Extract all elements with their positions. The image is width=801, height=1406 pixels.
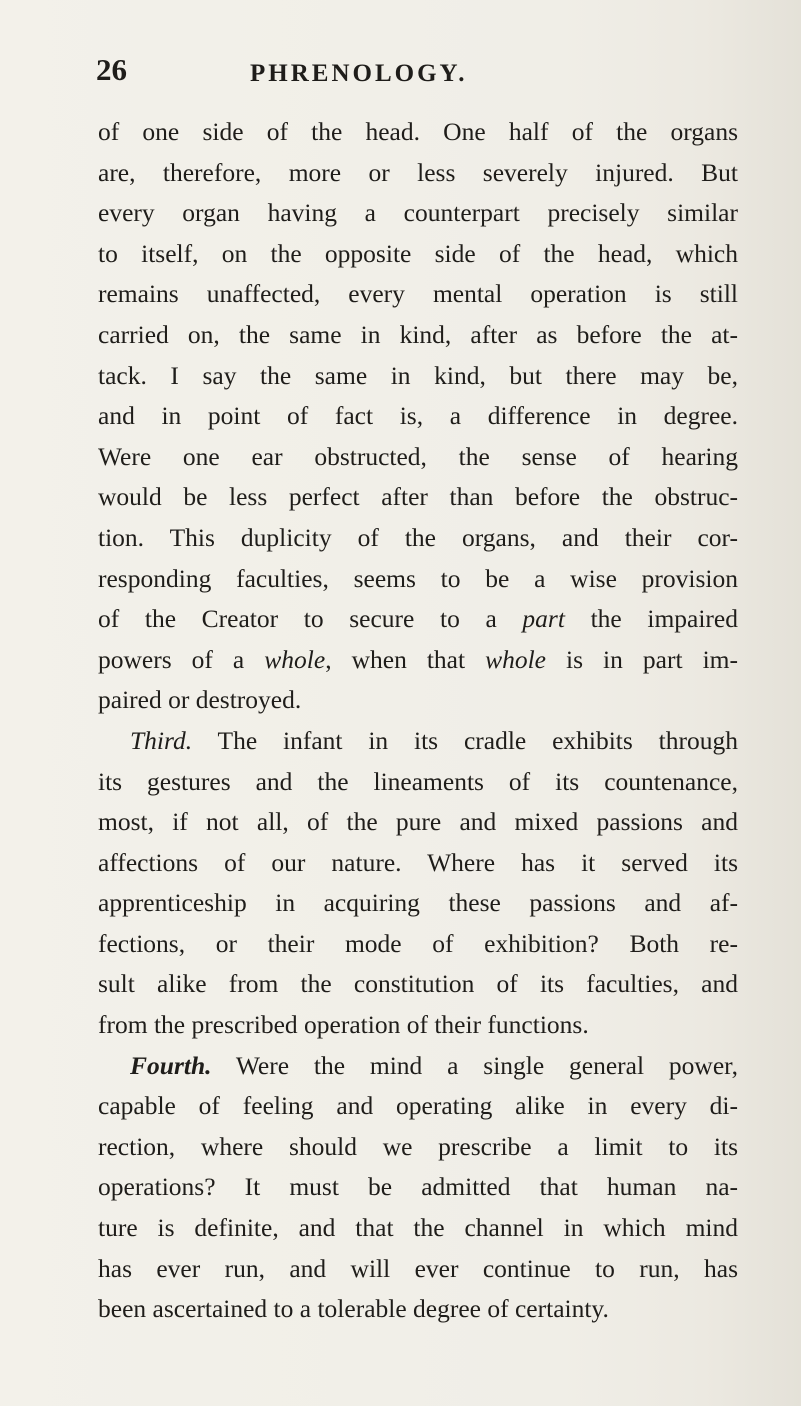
text-line <box>98 1005 738 1046</box>
text-line <box>98 274 738 315</box>
text-line <box>98 396 738 437</box>
text-span: to itself, on the opposite side of the head, which <box>98 238 738 268</box>
text-line <box>98 437 738 478</box>
text-span: its gestures and the lineaments of its countenance, <box>98 766 738 796</box>
text-span: The infant in its cradle exhibits through <box>192 725 738 755</box>
text-span: are, therefore, more or less severely injured. But <box>98 157 738 187</box>
text-span: from the prescribed operation of their functions. <box>98 1010 589 1040</box>
text-span: tack. I say the same in kind, but there may be, <box>98 360 738 390</box>
text-span: Were the mind a single general power, <box>211 1050 738 1080</box>
section-lead: Third. <box>130 725 193 755</box>
text-span: paired or destroyed. <box>98 685 302 715</box>
text-line <box>98 680 738 721</box>
text-line <box>98 721 738 762</box>
text-span: of one side of the head. One half of the organs <box>98 117 738 146</box>
text-span: the impaired <box>564 604 738 634</box>
text-span: powers of a <box>98 644 265 674</box>
text-line <box>98 1127 738 1168</box>
text-line <box>98 883 738 924</box>
text-span: responding faculties, seems to be a wise provision <box>98 563 738 593</box>
text-span: would be less perfect after than before the obstruc- <box>98 482 738 512</box>
text-line <box>98 477 738 518</box>
text-span: ture is definite, and that the channel in which mind <box>98 1213 738 1243</box>
running-title: PHRENOLOGY. <box>250 60 468 87</box>
text-line <box>98 802 738 843</box>
text-span: Were one ear obstructed, the sense of hearing <box>98 441 738 471</box>
text-line <box>98 193 738 234</box>
text-span: , when that <box>325 644 486 674</box>
text-line <box>98 1086 738 1127</box>
text-line <box>98 518 738 559</box>
page-number: 26 <box>96 52 127 87</box>
text-line <box>98 762 738 803</box>
text-line <box>98 112 738 153</box>
text-span: is in part im- <box>546 644 738 674</box>
text-span: and in point of fact is, a difference in degree. <box>98 401 738 431</box>
text-line <box>98 234 738 275</box>
text-line <box>98 356 738 397</box>
section-lead: Fourth. <box>130 1050 212 1080</box>
text-span: affections of our nature. Where has it served its <box>98 847 738 877</box>
body-text <box>98 112 738 1330</box>
text-line <box>98 924 738 965</box>
text-line <box>98 153 738 194</box>
text-span: rection, where should we prescribe a limit to its <box>98 1131 738 1161</box>
italic-span: whole <box>264 644 326 674</box>
text-span: of the Creator to secure to a <box>98 604 523 634</box>
text-line <box>98 843 738 884</box>
text-span: has ever run, and will ever continue to run, has <box>98 1253 738 1283</box>
italic-span: whole <box>485 644 547 674</box>
text-line <box>98 1289 738 1330</box>
text-line <box>98 640 738 681</box>
text-span: carried on, the same in kind, after as before the at- <box>98 319 738 349</box>
text-span: every organ having a counterpart precisely similar <box>98 198 738 228</box>
text-line <box>98 1046 738 1087</box>
text-line <box>98 559 738 600</box>
text-span: operations? It must be admitted that human na- <box>98 1172 738 1202</box>
text-span: apprenticeship in acquiring these passions and af- <box>98 888 738 918</box>
text-line <box>98 1208 738 1249</box>
text-line <box>98 1167 738 1208</box>
text-line <box>98 964 738 1005</box>
text-span: been ascertained to a tolerable degree of certainty. <box>98 1294 609 1324</box>
text-span: fections, or their mode of exhibition? Both re- <box>98 928 738 958</box>
text-span: capable of feeling and operating alike in every di- <box>98 1091 738 1121</box>
text-line <box>98 599 738 640</box>
text-line <box>98 1249 738 1290</box>
italic-span: part <box>522 604 565 634</box>
text-line <box>98 315 738 356</box>
text-span: sult alike from the constitution of its faculties, and <box>98 969 738 999</box>
text-span: remains unaffected, every mental operation is still <box>98 279 738 309</box>
text-span: tion. This duplicity of the organs, and their cor- <box>98 522 738 552</box>
text-span: most, if not all, of the pure and mixed passions and <box>98 807 738 837</box>
